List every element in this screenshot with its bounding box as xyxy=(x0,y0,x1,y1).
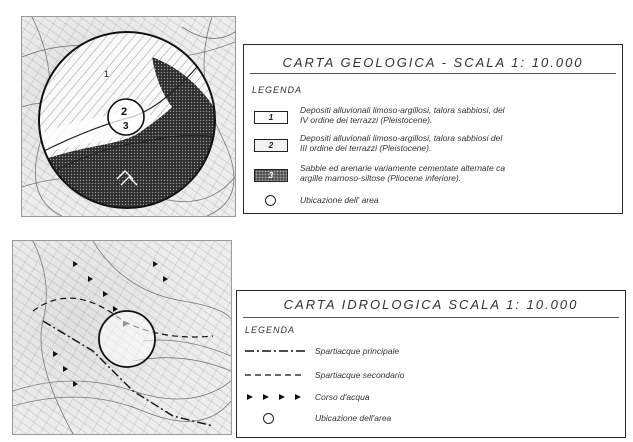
hydrologic-legend-heading: LEGENDA xyxy=(245,325,296,335)
hydrologic-map xyxy=(12,240,232,435)
map-label-unit-1: 1 xyxy=(104,69,110,79)
watercourse-symbol xyxy=(245,392,305,402)
geologic-legend-heading: LEGENDA xyxy=(252,85,303,95)
geologic-map xyxy=(21,16,236,217)
geologic-map-drawing xyxy=(22,17,235,216)
secondary-watershed-symbol xyxy=(245,371,305,379)
watercourse-label: Corso d'acqua xyxy=(315,392,370,402)
unit-1-description-line1: Depositi alluvionali limoso-argillosi, talora sabbiosi, del xyxy=(300,105,505,115)
area-location-label: Ubicazione dell' area xyxy=(300,195,379,205)
unit-2-description-line2: III ordine dei terrazzi (Pleistocene). xyxy=(300,143,432,153)
legend-divider xyxy=(250,73,616,74)
unit-3-description-line2: argille marnoso-siltose (Pliocene inferiore). xyxy=(300,173,462,183)
hydrologic-legend xyxy=(236,290,626,438)
unit-2-description-line1: Depositi alluvionali limoso-argillosi, talora sabbiosi del xyxy=(300,133,503,143)
hydrologic-map-drawing xyxy=(13,241,231,434)
unit-1-description-line2: IV ordine dei terrazzi (Pleistocene). xyxy=(300,115,433,125)
main-watershed-symbol xyxy=(245,347,305,355)
unit-2-swatch: 2 xyxy=(254,139,288,152)
geologic-map-title: CARTA GEOLOGICA - SCALA 1: 10.000 xyxy=(282,55,584,70)
secondary-watershed-label: Spartiacque secondario xyxy=(315,370,405,380)
unit-3-swatch: 3 xyxy=(254,169,288,182)
map-label-unit-3: 3 xyxy=(123,121,129,132)
geologic-legend xyxy=(243,44,623,214)
map-label-unit-2: 2 xyxy=(121,106,128,118)
hydrologic-map-title: CARTA IDROLOGICA SCALA 1: 10.000 xyxy=(283,297,579,312)
area-location-symbol xyxy=(265,195,276,206)
unit-3-description-line1: Sabbie ed arenarie variamente cementate alternate ca xyxy=(300,163,506,173)
legend-divider xyxy=(243,317,619,318)
unit-1-swatch: 1 xyxy=(254,111,288,124)
area-location-label: Ubicazione dell'area xyxy=(315,413,392,423)
area-location-symbol xyxy=(263,413,274,424)
site-location-circle xyxy=(99,311,155,367)
main-watershed-label: Spartiacque principale xyxy=(315,346,400,356)
